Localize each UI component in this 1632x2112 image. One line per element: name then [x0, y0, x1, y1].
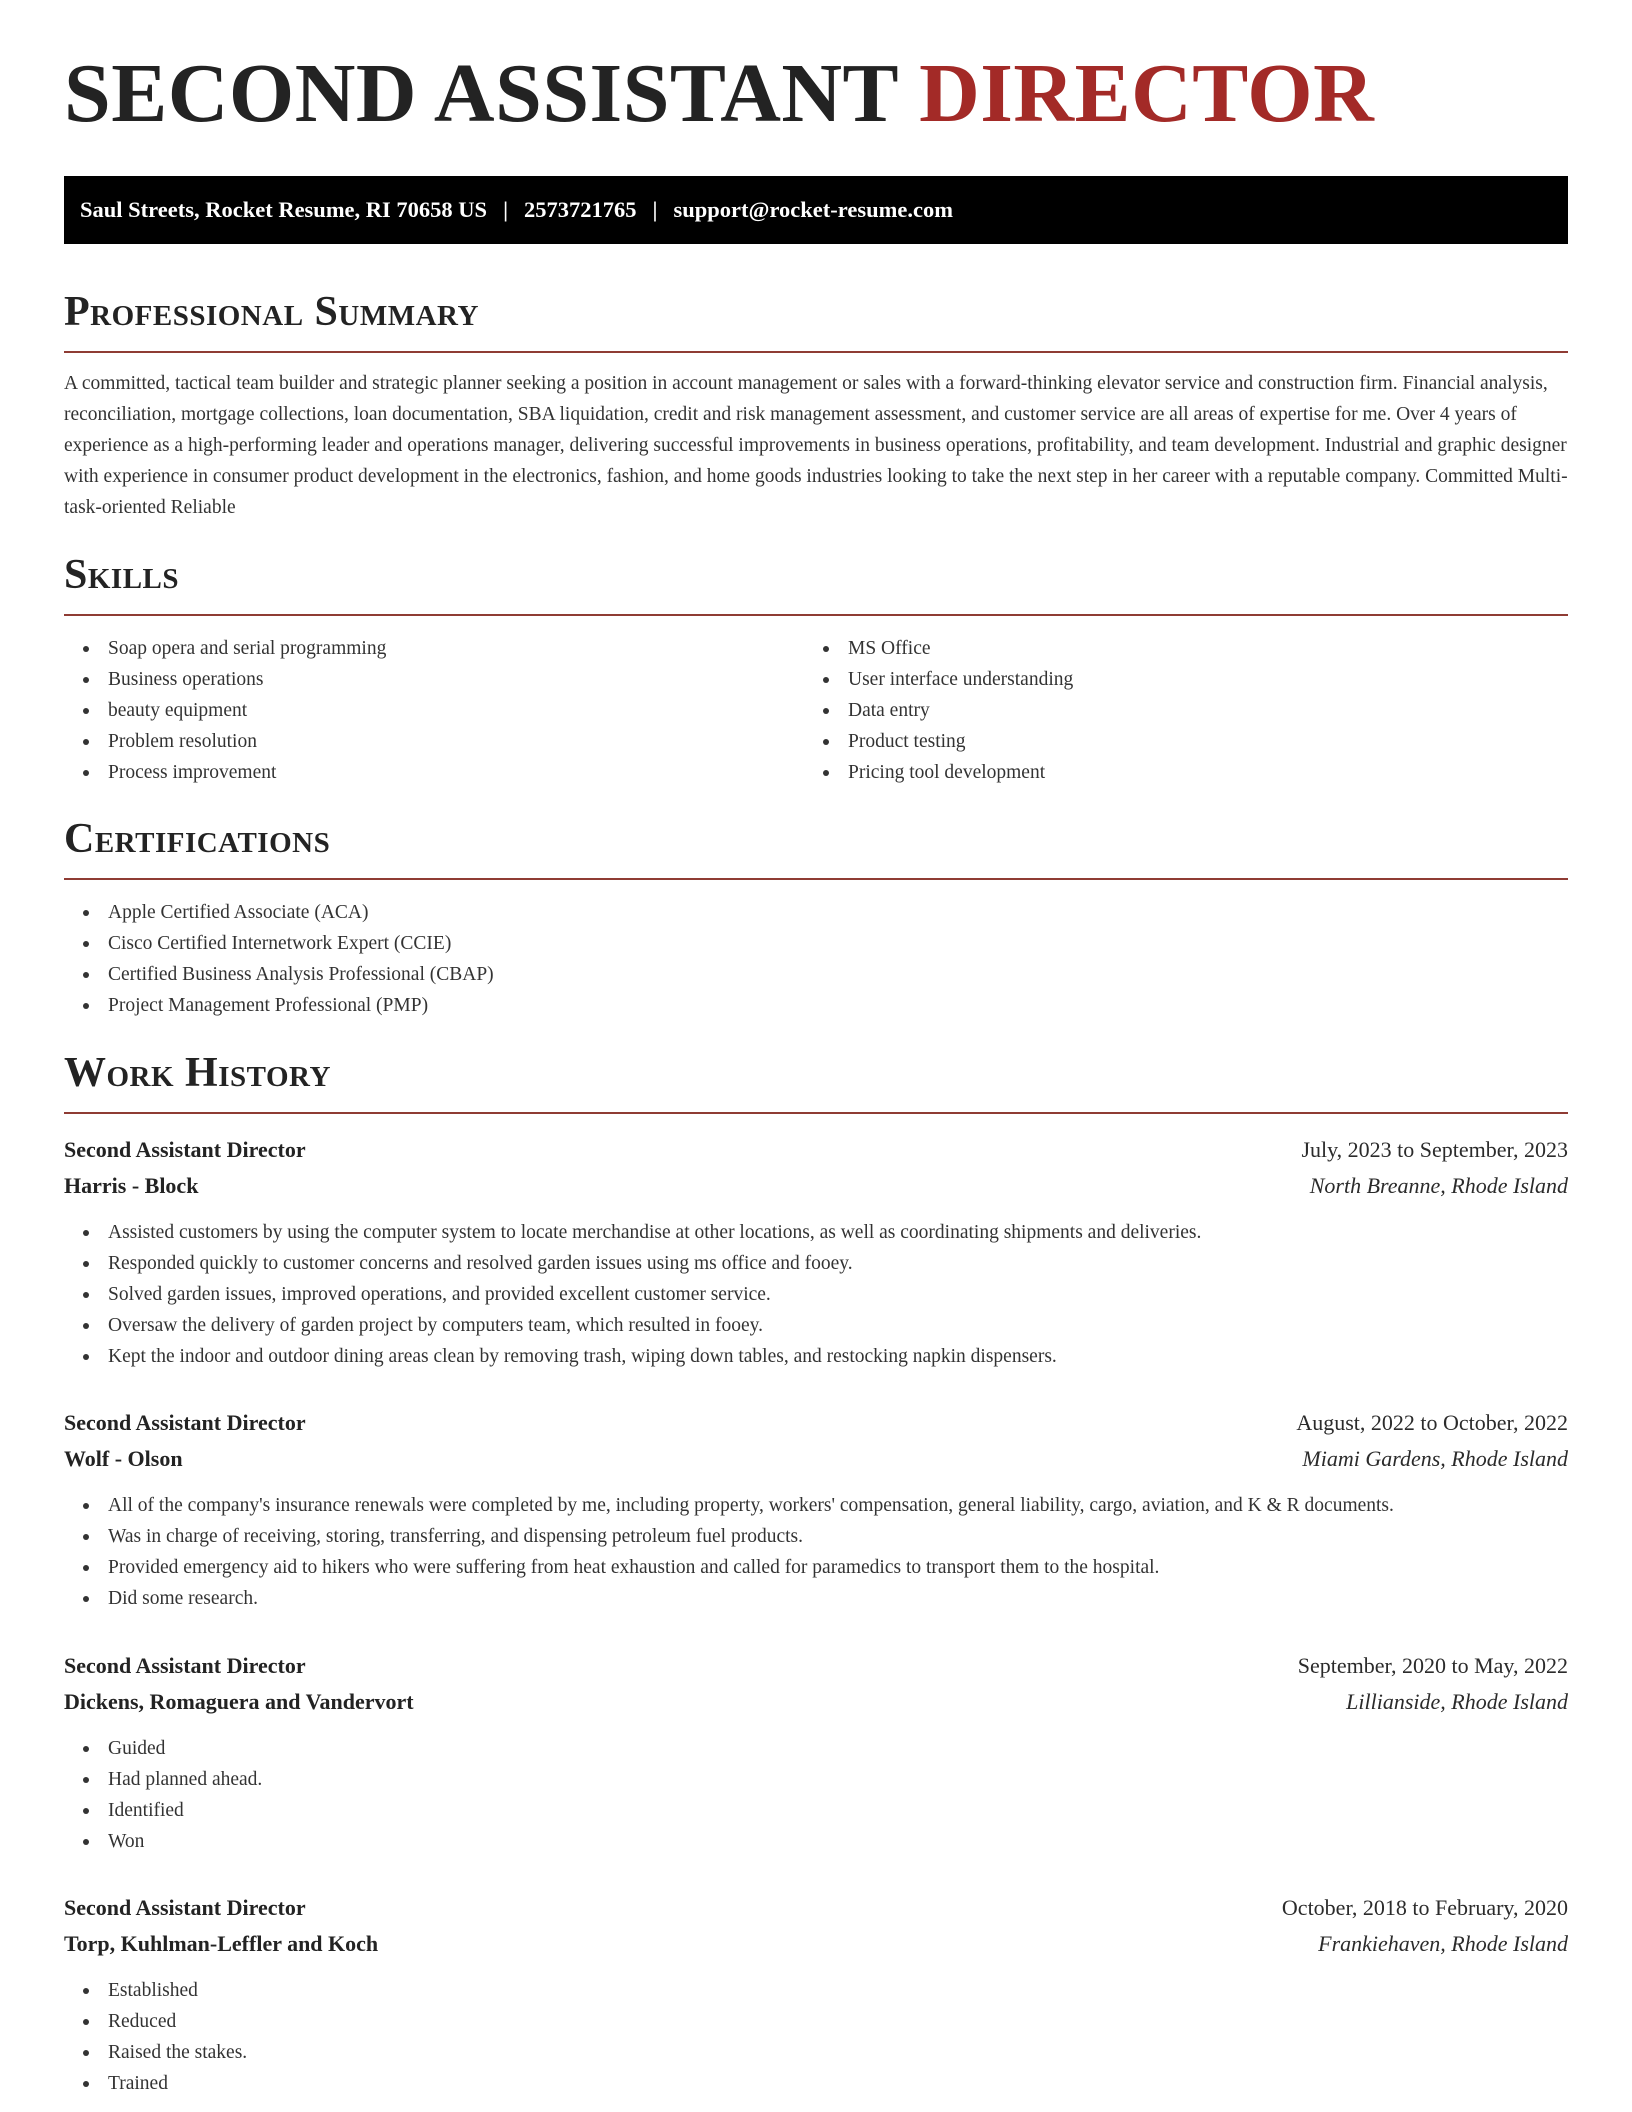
name-primary: SECOND ASSISTANT: [64, 47, 898, 140]
job-duty: Had planned ahead.: [64, 1764, 1568, 1795]
skill-item: User interface understanding: [804, 664, 1544, 695]
job-duty: Identified: [64, 1795, 1568, 1826]
certification-item: Certified Business Analysis Professional (CBAP): [64, 959, 1568, 990]
job-location: Lillianside, Rhode Island: [1346, 1689, 1568, 1714]
job-duty: Did some research.: [64, 1583, 1568, 1614]
work-history-divider: [64, 1112, 1568, 1114]
skills-divider: [64, 614, 1568, 616]
job-duty: Established: [64, 1975, 1568, 2006]
job-company: Dickens, Romaguera and Vandervort: [64, 1689, 414, 1714]
job-entry: [64, 1890, 1568, 2099]
job-title: Second Assistant Director: [64, 1137, 306, 1162]
certifications-divider: [64, 878, 1568, 880]
job-duty: Solved garden issues, improved operations, and provided excellent customer service.: [64, 1279, 1568, 1310]
skill-item: Pricing tool development: [804, 757, 1544, 788]
job-company: Torp, Kuhlman-Leffler and Koch: [64, 1931, 379, 1956]
job-location: North Breanne, Rhode Island: [1309, 1173, 1568, 1198]
job-header-row: [64, 1132, 1568, 1168]
contact-email: support@rocket-resume.com: [673, 197, 953, 222]
skills-list-right: [804, 633, 1544, 788]
job-duty: Provided emergency aid to hikers who were suffering from heat exhaustion and called for paramedics to transport them to the hospital.: [64, 1552, 1568, 1583]
job-duties-list: [64, 1975, 1568, 2099]
certifications-section: [64, 897, 1568, 1021]
job-duty: All of the company's insurance renewals were completed by me, including property, workers' compensation, general liability, cargo, aviation, and K & R documents.: [64, 1490, 1568, 1521]
skill-item: Product testing: [804, 726, 1544, 757]
job-dates: July, 2023 to September, 2023: [1301, 1137, 1568, 1162]
job-location: Frankiehaven, Rhode Island: [1318, 1931, 1568, 1956]
job-subheader-row: [64, 1441, 1568, 1477]
job-company: Harris - Block: [64, 1173, 199, 1198]
name-accent: DIRECTOR: [919, 47, 1375, 140]
contact-phone: 2573721765: [524, 197, 637, 222]
certifications-heading: Certifications: [64, 816, 331, 862]
job-subheader-row: [64, 1684, 1568, 1720]
skills-list-left: [64, 633, 804, 788]
job-duties-list: [64, 1490, 1568, 1614]
certification-item: Project Management Professional (PMP): [64, 990, 1568, 1021]
job-entry: [64, 1405, 1568, 1614]
job-title: Second Assistant Director: [64, 1410, 306, 1435]
contact-separator: |: [652, 197, 658, 222]
skill-item: Data entry: [804, 695, 1544, 726]
certifications-list: [64, 897, 1568, 1021]
job-dates: August, 2022 to October, 2022: [1296, 1410, 1568, 1435]
summary-divider: [64, 351, 1568, 353]
skill-item: MS Office: [804, 633, 1544, 664]
skill-item: beauty equipment: [64, 695, 804, 726]
job-location: Miami Gardens, Rhode Island: [1302, 1446, 1568, 1471]
job-duty: Responded quickly to customer concerns and resolved garden issues using ms office and fooey.: [64, 1248, 1568, 1279]
work-history-heading: Work History: [64, 1050, 331, 1096]
certification-item: Cisco Certified Internetwork Expert (CCIE): [64, 928, 1568, 959]
job-header-row: [64, 1648, 1568, 1684]
job-subheader-row: [64, 1168, 1568, 1204]
job-duty: Raised the stakes.: [64, 2037, 1568, 2068]
skill-item: Business operations: [64, 664, 804, 695]
skill-item: Soap opera and serial programming: [64, 633, 804, 664]
job-title: Second Assistant Director: [64, 1895, 306, 1920]
contact-separator: |: [503, 197, 509, 222]
job-company: Wolf - Olson: [64, 1446, 183, 1471]
contact-address: Saul Streets, Rocket Resume, RI 70658 US: [80, 197, 488, 222]
contact-bar: [64, 176, 1568, 244]
job-title: Second Assistant Director: [64, 1653, 306, 1678]
job-dates: October, 2018 to February, 2020: [1281, 1895, 1568, 1920]
certification-item: Apple Certified Associate (ACA): [64, 897, 1568, 928]
job-header-row: [64, 1405, 1568, 1441]
summary-heading: Professional Summary: [64, 289, 479, 335]
job-duties-list: [64, 1217, 1568, 1372]
skill-item: Process improvement: [64, 757, 804, 788]
job-duty: Reduced: [64, 2006, 1568, 2037]
skills-heading: Skills: [64, 552, 180, 598]
job-entry: [64, 1132, 1568, 1372]
skills-column-left: [64, 633, 804, 788]
job-duty: Oversaw the delivery of garden project by computers team, which resulted in fooey.: [64, 1310, 1568, 1341]
job-entry: [64, 1648, 1568, 1857]
summary-text: A committed, tactical team builder and strategic planner seeking a position in account management or sales with a forward-thinking elevator service and construction firm. Financial analysis, reconciliation, mortgage collections, loan documentation, SBA liquidation, credit and risk management assessment, and customer service are all areas of expertise for me. Over 4 years of experience as a high-performing leader and operations manager, delivering successful improvements in business operations, profitability, and team development. Industrial and graphic designer with experience in consumer product development in the electronics, fashion, and home goods industries looking to take the next step in her career with a reputable company. Committed Multi-task-oriented Reliable: [64, 373, 1568, 518]
job-dates: September, 2020 to May, 2022: [1297, 1653, 1568, 1678]
job-duty: Was in charge of receiving, storing, transferring, and dispensing petroleum fuel products.: [64, 1521, 1568, 1552]
job-duties-list: [64, 1733, 1568, 1857]
job-duty: Won: [64, 1826, 1568, 1857]
resume-name: [64, 47, 1375, 140]
job-duty: Kept the indoor and outdoor dining areas clean by removing trash, wiping down tables, and restocking napkin dispensers.: [64, 1341, 1568, 1372]
job-duty: Guided: [64, 1733, 1568, 1764]
skill-item: Problem resolution: [64, 726, 804, 757]
job-duty: Trained: [64, 2068, 1568, 2099]
job-subheader-row: [64, 1926, 1568, 1962]
job-header-row: [64, 1890, 1568, 1926]
job-duty: Assisted customers by using the computer system to locate merchandise at other locations, as well as coordinating shipments and deliveries.: [64, 1217, 1568, 1248]
skills-column-right: [804, 633, 1544, 788]
